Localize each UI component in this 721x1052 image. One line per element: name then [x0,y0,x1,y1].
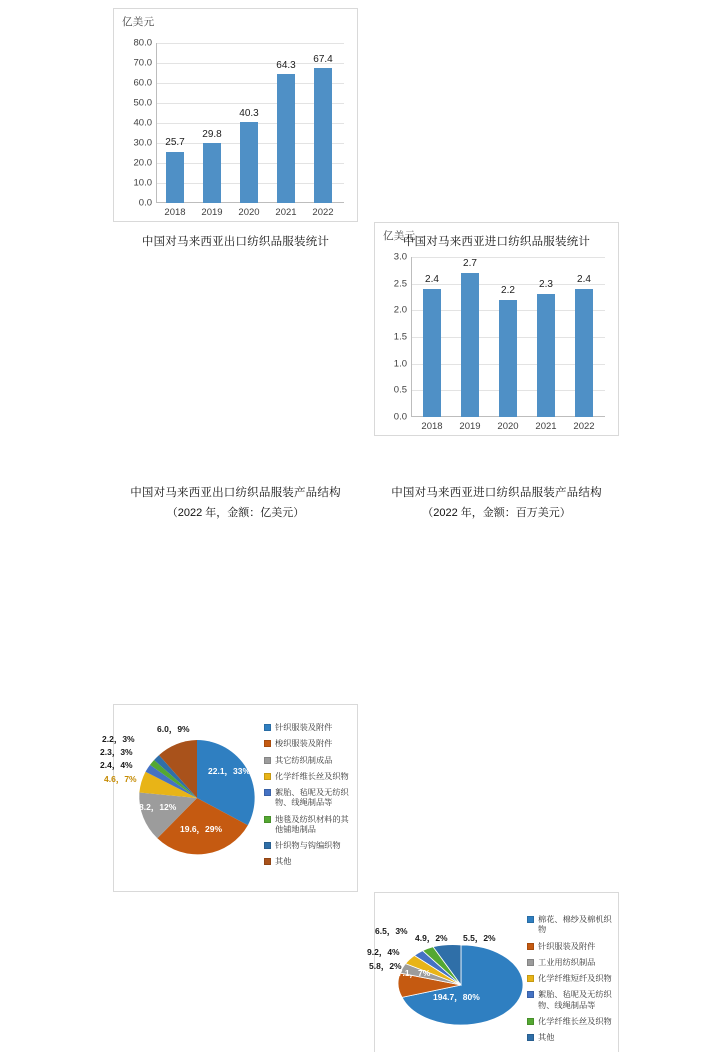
export-bar-caption: 中国对马来西亚出口纺织品服装统计 [141,236,330,248]
legend-item [264,739,356,749]
pie-data-label: 8.2，12% [139,802,177,812]
import-bar-unit-label: 亿美元 [383,230,416,242]
export-pie-caption: 中国对马来西亚出口纺织品服装产品结构 [130,487,341,499]
legend-item [264,756,356,766]
bar-value-label: 40.3 [239,108,259,119]
legend-swatch-icon [264,842,271,849]
legend-item [527,942,617,952]
legend-item [264,857,356,867]
import-pie-graphic [367,926,525,1041]
import-bar-chart [374,222,619,436]
bar-value-label: 2.2 [501,285,515,296]
legend-item [527,1017,617,1027]
bar [499,300,517,417]
legend-swatch-icon [527,916,534,923]
ytick: 1.5 [393,331,407,343]
bar [203,143,221,203]
legend-swatch-icon [264,789,271,796]
legend-swatch-icon [264,816,271,823]
bar [277,74,295,203]
import-pie-caption: 中国对马来西亚进口纺织品服装产品结构 [391,487,602,499]
legend-swatch-icon [264,773,271,780]
xtick: 2022 [573,421,595,432]
export-bar-chart [113,8,358,222]
legend-item [527,974,617,984]
legend-item [527,915,617,936]
export-pie-legend [264,723,356,874]
legend-label: 针织服装及附件 [275,723,333,732]
legend-swatch-icon [527,1018,534,1025]
legend-item [264,788,356,809]
bar [461,273,479,417]
pie-data-label: 2.3，3% [100,747,133,757]
bar-value-label: 29.8 [202,129,222,140]
xtick: 2018 [164,207,186,218]
pie-data-label: 17.1，7% [393,968,431,978]
xtick: 2021 [275,207,297,218]
import-pie-svg [397,929,525,1041]
xtick: 2022 [312,207,334,218]
legend-label: 絮胎、毡呢及无纺织物、线绳制品等 [538,990,612,1010]
pie-data-label: 4.6，7% [104,774,137,784]
legend-item [527,990,617,1011]
legend-item [527,958,617,968]
ytick: 0.5 [393,384,407,396]
import-bar-plot [393,251,605,432]
xtick: 2018 [421,421,443,432]
legend-label: 梭织服装及附件 [275,739,333,749]
export-bar-unit-label: 亿美元 [122,16,155,28]
xtick: 2019 [201,207,223,218]
legend-label: 其他 [538,1033,555,1042]
pie-data-label: 2.2，3% [102,734,135,744]
legend-item [264,772,356,782]
ytick: 20.0 [133,157,152,169]
legend-item [264,723,356,733]
legend-item [264,815,356,836]
legend-swatch-icon [264,724,271,731]
legend-label: 其它纺织制成品 [275,755,333,765]
xtick: 2020 [238,207,260,218]
legend-label: 化学纤维长丝及织物 [538,1016,612,1026]
import-pie-caption-sub: （2022 年，金额：百万美元） [422,507,571,519]
xtick: 2020 [497,421,519,432]
pie-data-label: 6.0，9% [157,724,190,734]
ytick: 0.0 [393,411,407,423]
bar-value-label: 2.4 [425,274,439,285]
bar-value-label: 2.7 [463,258,477,269]
bar [314,68,332,203]
ytick: 2.0 [393,304,407,316]
bar-value-label: 67.4 [313,54,333,65]
pie-data-label: 6.5，3% [375,926,408,936]
import-pie-chart [367,892,619,1052]
legend-label: 化学纤维长丝及织物 [275,771,349,781]
legend-label: 工业用纺织制品 [538,957,596,967]
ytick: 40.0 [133,117,152,129]
bar-value-label: 25.7 [165,137,185,148]
import-bar-caption: 中国对马来西亚进口纺织品服装统计 [402,236,591,248]
export-pie-graphic [100,724,262,863]
pie-data-label: 4.9，2% [415,933,448,943]
ytick: 1.0 [393,358,407,370]
ytick: 2.5 [393,278,407,290]
export-pie-chart [100,704,358,892]
legend-swatch-icon [264,858,271,865]
legend-label: 化学纤维短纤及织物 [538,974,612,983]
pie-data-label: 2.4，4% [100,760,133,770]
legend-swatch-icon [527,991,534,998]
legend-label: 针织物与钩编织物 [275,841,341,850]
bar [240,122,258,203]
legend-swatch-icon [527,943,534,950]
legend-swatch-icon [264,740,271,747]
legend-swatch-icon [527,975,534,982]
ytick: 80.0 [133,37,152,49]
pie-data-label: 22.1，33% [208,766,251,776]
bar-value-label: 2.3 [539,279,553,290]
bar [537,294,555,417]
legend-label: 地毯及纺织材料的其他铺地制品 [275,814,349,834]
export-pie-caption-sub: （2022 年，金额：亿美元） [166,507,305,519]
ytick: 3.0 [393,251,407,263]
bar [423,289,441,417]
export-pie-svg [132,733,262,863]
legend-label: 针织服装及附件 [538,941,596,951]
ytick: 10.0 [133,177,152,189]
legend-swatch-icon [264,757,271,764]
ytick: 60.0 [133,77,152,89]
ytick: 0.0 [138,197,152,209]
ytick: 70.0 [133,57,152,69]
legend-label: 其他 [275,857,292,867]
pie-data-label: 9.2，4% [367,947,400,957]
ytick: 30.0 [133,137,152,149]
import-pie-legend [527,915,617,1049]
pie-data-label: 19.6，29% [180,824,223,834]
legend-swatch-icon [527,1034,534,1041]
ytick: 50.0 [133,97,152,109]
bar [575,289,593,417]
xtick: 2019 [459,421,481,432]
export-bar-plot [133,37,344,218]
pie-data-label: 5.5，2% [463,933,496,943]
legend-item [527,1033,617,1043]
legend-item [264,841,356,851]
pie-data-label: 194.7，80% [433,992,480,1002]
xtick: 2021 [535,421,557,432]
legend-label: 棉花、棉纱及棉机织物 [538,915,612,935]
bar [166,152,184,203]
bar-value-label: 2.4 [577,274,591,285]
bar-value-label: 64.3 [276,60,296,71]
legend-label: 絮胎、毡呢及无纺织物、线绳制品等 [275,788,349,808]
legend-swatch-icon [527,959,534,966]
pie-data-label: 5.8，2% [369,961,402,971]
